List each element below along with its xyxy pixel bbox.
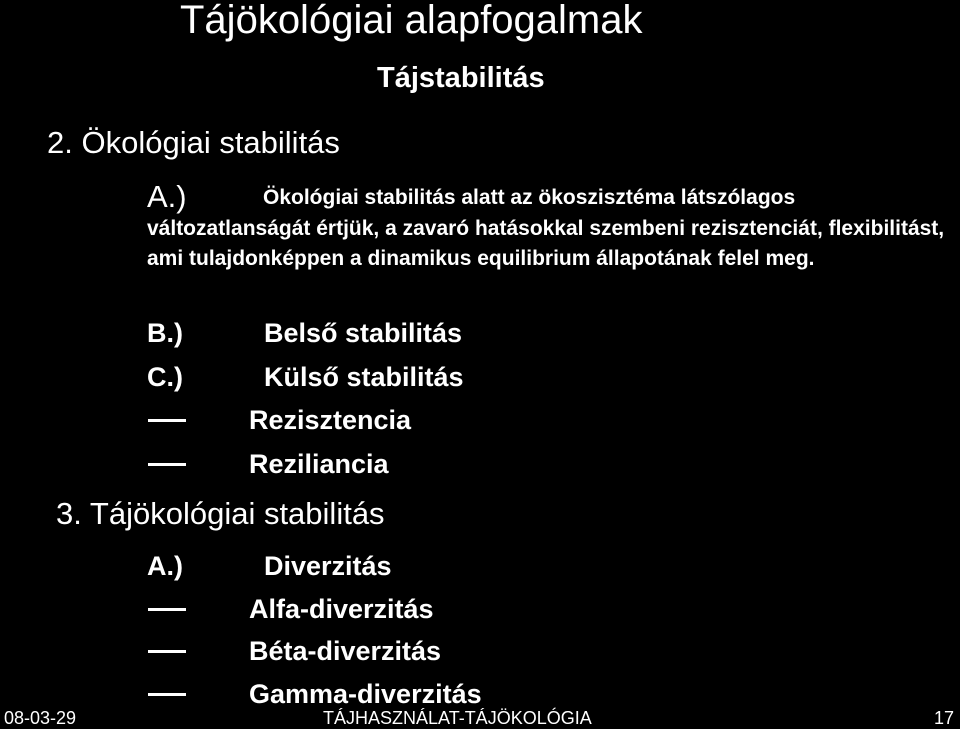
section-3-a-item — [147, 549, 647, 583]
section-3-heading: 3. Tájökológiai stabilitás — [56, 496, 385, 531]
footer-date: 08-03-29 — [4, 708, 77, 728]
list-item-text: Gamma-diverzitás — [249, 679, 482, 709]
paragraph-first-line: Ökológiai stabilitás alatt az ökoszisztéma látszólagos — [263, 186, 796, 209]
list-item — [148, 447, 648, 481]
list-item-text: Alfa-diverzitás — [249, 594, 434, 624]
dash-bullet — [148, 463, 186, 466]
paragraph-rest: változatlanságát értjük, a zavaró hatásokkal szembeni rezisztenciát, flexibilitást, ami tulajdonképpen a dinamikus equilibrium állapotának felel meg. — [147, 216, 945, 270]
section-2-b-label: B.) — [147, 318, 183, 348]
list-item-text: Reziliancia — [249, 449, 389, 479]
footer-course: TÁJHASZNÁLAT-TÁJÖKOLÓGIA — [323, 708, 592, 728]
dash-bullet — [148, 650, 186, 653]
section-2-c-item — [147, 360, 647, 394]
list-item — [148, 677, 648, 711]
section-3-a-text: Diverzitás — [264, 551, 392, 581]
section-2-c-label: C.) — [147, 362, 183, 392]
list-item — [148, 403, 648, 437]
list-item — [148, 592, 648, 626]
section-2-c-text: Külső stabilitás — [264, 362, 464, 392]
section-2-b-item — [147, 316, 647, 350]
dash-bullet — [148, 693, 186, 696]
section-2-a-label: A.) — [147, 179, 187, 214]
slide-title: Tájökológiai alapfogalmak — [180, 0, 643, 42]
section-2-b-text: Belső stabilitás — [264, 318, 463, 348]
footer-page-number: 17 — [933, 708, 954, 728]
list-item-text: Rezisztencia — [249, 405, 412, 435]
section-2-a-paragraph — [147, 183, 947, 275]
dash-bullet — [148, 419, 186, 422]
section-3-a-label: A.) — [147, 551, 183, 581]
slide-subtitle: Tájstabilitás — [377, 62, 545, 94]
list-item — [148, 634, 648, 668]
list-item-text: Béta-diverzitás — [249, 636, 442, 666]
section-2-heading: 2. Ökológiai stabilitás — [47, 125, 340, 160]
dash-bullet — [148, 608, 186, 611]
